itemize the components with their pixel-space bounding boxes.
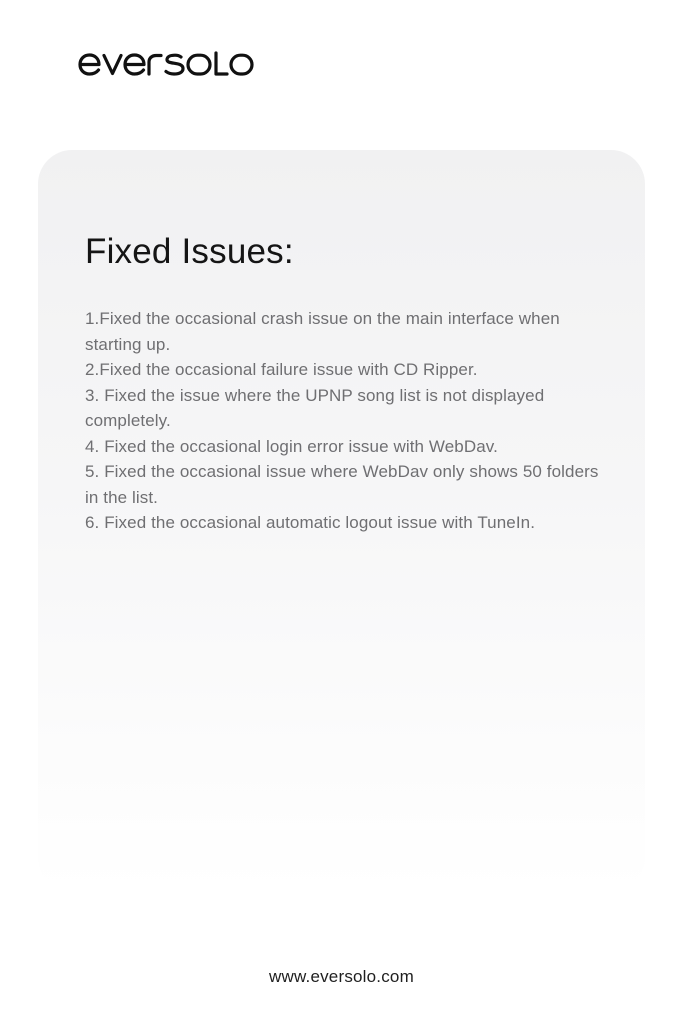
release-notes-card xyxy=(38,150,645,892)
issue-item: 3. Fixed the issue where the UPNP song list is not displayed completely. xyxy=(85,385,545,430)
website-url[interactable]: www.eversolo.com xyxy=(269,967,414,986)
issue-item: 2.Fixed the occasional failure issue with CD Ripper. xyxy=(85,360,478,379)
issue-item: 1.Fixed the occasional crash issue on the main interface when starting up. xyxy=(85,309,560,354)
fixed-issues-title: Fixed Issues: xyxy=(85,232,294,271)
issue-item: 4. Fixed the occasional login error issue with WebDav. xyxy=(85,436,498,456)
issue-item: 5. Fixed the occasional issue where WebDav only shows 50 folders in the list. xyxy=(85,462,599,507)
eversolo-logo xyxy=(77,48,255,82)
fixed-issues-list xyxy=(85,306,605,536)
issue-item: 6. Fixed the occasional automatic logout issue with TuneIn. xyxy=(85,513,536,532)
